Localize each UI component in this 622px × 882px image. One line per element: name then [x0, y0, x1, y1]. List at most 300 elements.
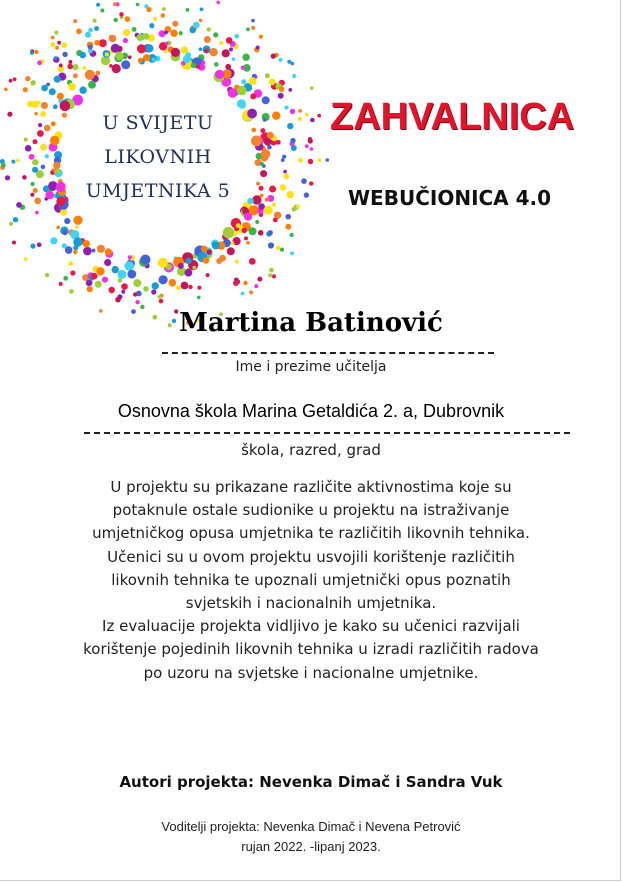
confetti-dot — [251, 19, 255, 23]
confetti-dot — [64, 218, 70, 224]
confetti-dot — [272, 112, 280, 120]
project-leaders: Voditelji projekta: Nevenka Dimač i Nevena Petrović — [161, 819, 461, 834]
confetti-dot — [204, 36, 211, 43]
confetti-dot — [100, 9, 104, 13]
confetti-dot — [128, 255, 132, 259]
confetti-dot — [200, 7, 204, 11]
confetti-dot — [228, 88, 238, 98]
confetti-dot — [284, 105, 288, 109]
confetti-dot — [94, 26, 99, 31]
confetti-dot — [159, 275, 168, 284]
confetti-dot — [298, 117, 302, 121]
confetti-dot — [40, 144, 47, 151]
confetti-dot — [57, 93, 64, 100]
confetti-dot — [30, 193, 34, 197]
confetti-dot — [54, 56, 58, 60]
confetti-dot — [76, 29, 82, 35]
confetti-dot — [54, 76, 61, 83]
confetti-dot — [69, 261, 74, 266]
confetti-dot — [62, 42, 68, 48]
project-period: rujan 2022. -lipanj 2023. — [241, 839, 381, 854]
confetti-dot — [24, 138, 28, 142]
confetti-dot — [310, 118, 315, 123]
confetti-dot — [88, 28, 93, 33]
confetti-dot — [268, 230, 273, 235]
confetti-dot — [268, 242, 274, 248]
confetti-dot — [136, 3, 140, 7]
confetti-dot — [192, 266, 196, 270]
confetti-dot — [170, 30, 177, 37]
confetti-dot — [305, 144, 309, 148]
confetti-dot — [235, 260, 239, 264]
confetti-dot — [117, 270, 126, 279]
confetti-dot — [68, 83, 76, 91]
project-logo-text — [60, 106, 256, 208]
confetti-dot — [260, 128, 265, 133]
confetti-dot — [204, 49, 209, 54]
body-paragraph-1: U projektu su prikazane različite aktivnostima koje su potaknule ostale sudionike u projektu na istraživanje umjetničkog opusa umjetnika te različitih likovnih tehnika. — [92, 478, 530, 543]
confetti-dot — [95, 71, 100, 76]
confetti-dot — [32, 159, 39, 166]
confetti-dot — [326, 158, 330, 162]
confetti-dot — [37, 243, 42, 248]
confetti-dot — [271, 54, 276, 59]
confetti-dot — [241, 66, 245, 70]
confetti-dot — [264, 138, 272, 146]
confetti-dot — [249, 77, 257, 85]
confetti-dot — [96, 267, 104, 275]
confetti-dot — [298, 158, 303, 163]
confetti-dot — [56, 226, 60, 230]
confetti-dot — [232, 57, 236, 61]
confetti-dot — [51, 121, 56, 126]
confetti-dot — [121, 290, 125, 294]
confetti-dot — [51, 36, 55, 40]
confetti-dot — [105, 248, 112, 255]
project-leaders-block — [0, 817, 622, 857]
confetti-dot — [49, 88, 56, 95]
confetti-dot — [260, 162, 264, 166]
confetti-dot — [290, 251, 294, 255]
teacher-caption: Ime i prezime učitelja — [235, 359, 387, 375]
confetti-dot — [280, 248, 284, 252]
confetti-dot — [55, 46, 59, 50]
confetti-dot — [290, 233, 294, 237]
confetti-dot — [45, 273, 49, 277]
confetti-dot — [34, 198, 41, 205]
confetti-dot — [152, 58, 156, 62]
confetti-dot — [226, 37, 233, 44]
confetti-dot — [62, 243, 67, 248]
confetti-dot — [102, 277, 108, 283]
confetti-dot — [94, 40, 99, 45]
confetti-dot — [62, 52, 67, 57]
confetti-dot — [13, 217, 18, 222]
confetti-dot — [223, 227, 234, 238]
confetti-dot — [243, 281, 247, 285]
confetti-dot — [50, 136, 60, 146]
confetti-dot — [231, 241, 235, 245]
confetti-dot — [92, 249, 96, 253]
certificate-subtitle: WEBUČIONICA 4.0 — [348, 186, 552, 210]
certificate-title: ZAHVALNICA — [330, 96, 575, 138]
confetti-dot — [159, 299, 164, 304]
confetti-dot — [145, 44, 153, 52]
confetti-dot — [279, 58, 283, 62]
confetti-dot — [88, 81, 96, 89]
confetti-dot — [73, 250, 77, 254]
confetti-dot — [267, 132, 274, 139]
confetti-dot — [158, 258, 168, 268]
confetti-dot — [1, 163, 6, 168]
confetti-dot — [269, 186, 276, 193]
confetti-dot — [30, 182, 34, 186]
confetti-dot — [249, 290, 253, 294]
confetti-dot — [7, 112, 12, 117]
confetti-dot — [95, 281, 102, 288]
confetti-dot — [133, 279, 141, 287]
confetti-dot — [176, 285, 181, 290]
confetti-dot — [16, 202, 22, 208]
confetti-dot — [161, 13, 165, 17]
confetti-dot — [264, 206, 273, 215]
confetti-dot — [213, 32, 218, 37]
confetti-dot — [151, 289, 156, 294]
confetti-dot — [50, 237, 57, 244]
confetti-dot — [153, 17, 157, 21]
confetti-dot — [33, 188, 38, 193]
confetti-dot — [317, 114, 321, 118]
confetti-dot — [191, 63, 196, 68]
confetti-dot — [260, 170, 267, 177]
confetti-dot — [227, 247, 235, 255]
confetti-dot — [140, 255, 150, 265]
confetti-dot — [237, 86, 247, 96]
confetti-dot — [83, 66, 87, 70]
confetti-dot — [85, 32, 91, 38]
teacher-name: Martina Batinović — [179, 308, 443, 338]
logo-line-2: LIKOVNIH — [104, 146, 212, 168]
confetti-dot — [73, 73, 78, 78]
confetti-dot — [169, 279, 177, 287]
confetti-dot — [246, 28, 250, 32]
confetti-dot — [16, 159, 20, 163]
confetti-dot — [83, 247, 92, 256]
confetti-dot — [234, 34, 239, 39]
confetti-dot — [272, 274, 276, 278]
confetti-dot — [265, 73, 270, 78]
confetti-dot — [229, 47, 233, 51]
confetti-dot — [305, 113, 309, 117]
confetti-dot — [70, 270, 75, 275]
confetti-dot — [181, 282, 189, 290]
confetti-dot — [199, 19, 203, 23]
confetti-dot — [87, 286, 93, 292]
confetti-dot — [246, 85, 252, 91]
confetti-dot — [67, 64, 73, 70]
confetti-dot — [242, 228, 248, 234]
confetti-dot — [185, 269, 193, 277]
confetti-dot — [214, 62, 219, 67]
confetti-dot — [215, 70, 224, 79]
confetti-dot — [59, 64, 63, 68]
confetti-dot — [254, 284, 258, 288]
confetti-dot — [171, 48, 180, 57]
confetti-dot — [115, 52, 123, 60]
confetti-dot — [62, 230, 67, 235]
confetti-dot — [9, 79, 13, 83]
confetti-dot — [54, 30, 58, 34]
confetti-dot — [30, 51, 34, 55]
confetti-dot — [111, 44, 120, 53]
confetti-dot — [104, 259, 111, 266]
confetti-dot — [75, 225, 79, 229]
confetti-dot — [123, 38, 128, 43]
confetti-dot — [259, 186, 264, 191]
confetti-dot — [63, 276, 68, 281]
confetti-dot — [164, 31, 168, 35]
confetti-dot — [165, 42, 169, 46]
confetti-dot — [246, 241, 250, 245]
confetti-dot — [162, 7, 166, 11]
confetti-dot — [203, 257, 210, 264]
confetti-dot — [27, 101, 34, 108]
confetti-dot — [73, 245, 78, 250]
confetti-dot — [45, 154, 49, 158]
confetti-dot — [283, 173, 289, 179]
confetti-dot — [138, 58, 143, 63]
confetti-dot — [201, 246, 208, 253]
confetti-dot — [256, 182, 260, 186]
confetti-dot — [290, 138, 295, 143]
confetti-dot — [216, 1, 220, 5]
confetti-dot — [263, 118, 267, 122]
confetti-dot — [287, 191, 294, 198]
confetti-dot — [304, 192, 309, 197]
confetti-dot — [37, 60, 42, 65]
confetti-dot — [172, 21, 178, 27]
confetti-dot — [241, 292, 245, 296]
confetti-dot — [121, 60, 130, 69]
confetti-dot — [268, 273, 272, 277]
confetti-dot — [186, 8, 190, 12]
confetti-dot — [135, 300, 139, 304]
confetti-dot — [283, 170, 287, 174]
confetti-dot — [250, 93, 256, 99]
confetti-dot — [202, 61, 206, 65]
confetti-dot — [222, 49, 230, 57]
confetti-dot — [99, 39, 107, 47]
confetti-dot — [159, 30, 166, 37]
confetti-dot — [279, 86, 285, 92]
confetti-dot — [88, 45, 93, 50]
confetti-dot — [114, 18, 118, 22]
confetti-dot — [73, 216, 82, 225]
confetti-dot — [143, 286, 149, 292]
confetti-dot — [69, 289, 74, 294]
confetti-dot — [278, 93, 284, 99]
confetti-dot — [132, 27, 137, 32]
certificate-body — [80, 476, 542, 685]
confetti-dot — [121, 283, 128, 290]
confetti-dot — [115, 297, 121, 303]
confetti-dot — [112, 64, 121, 73]
confetti-dot — [35, 211, 39, 215]
confetti-dot — [188, 285, 192, 289]
confetti-dot — [281, 158, 285, 162]
confetti-dot — [38, 123, 42, 127]
confetti-dot — [96, 3, 100, 7]
confetti-dot — [290, 109, 295, 114]
logo-line-1: U SVIJETU — [102, 112, 214, 134]
teacher-name-underline — [162, 352, 494, 354]
confetti-dot — [25, 76, 30, 81]
confetti-dot — [259, 35, 263, 39]
confetti-dot — [249, 227, 257, 235]
confetti-dot — [287, 123, 293, 129]
confetti-dot — [105, 52, 109, 56]
confetti-dot — [244, 213, 252, 221]
confetti-dot — [144, 4, 148, 8]
confetti-dot — [80, 52, 87, 59]
confetti-dot — [9, 222, 13, 226]
confetti-dot — [273, 218, 278, 223]
confetti-dot — [196, 65, 200, 69]
confetti-dot — [276, 246, 281, 251]
confetti-dot — [50, 42, 55, 47]
confetti-dot — [59, 282, 63, 286]
confetti-dot — [291, 62, 295, 66]
body-paragraph-2: Učenici su u ovom projektu usvojili korištenje različitih likovnih tehnika te upoznali umjetnički opus poznatih svjetskih i nacionalnih umjetnika. — [107, 547, 515, 613]
confetti-dot — [256, 46, 260, 50]
confetti-dot — [212, 241, 220, 249]
confetti-dot — [251, 26, 255, 30]
confetti-dot — [317, 158, 321, 162]
confetti-dot — [113, 2, 117, 6]
confetti-dot — [33, 139, 38, 144]
confetti-dot — [50, 171, 54, 175]
confetti-dot — [41, 85, 48, 92]
confetti-dot — [85, 70, 95, 80]
confetti-dot — [241, 79, 246, 84]
confetti-dot — [262, 96, 270, 104]
confetti-dot — [123, 29, 130, 36]
confetti-dot — [119, 12, 124, 17]
confetti-dot — [310, 86, 314, 90]
confetti-dot — [73, 19, 77, 23]
confetti-dot — [244, 236, 248, 240]
confetti-dot — [31, 80, 36, 85]
confetti-dot — [11, 160, 15, 164]
confetti-dot — [158, 295, 162, 299]
confetti-dot — [178, 263, 184, 269]
confetti-dot — [53, 104, 58, 109]
confetti-dot — [179, 31, 183, 35]
confetti-dot — [255, 220, 259, 224]
confetti-dot — [260, 194, 264, 198]
confetti-dot — [137, 44, 146, 53]
confetti-dot — [72, 64, 78, 70]
confetti-dot — [258, 230, 264, 236]
confetti-dot — [13, 77, 17, 81]
confetti-dot — [282, 155, 286, 159]
confetti-dot — [32, 167, 38, 173]
confetti-dot — [310, 147, 314, 151]
confetti-dot — [93, 19, 97, 23]
school-caption: škola, razred, grad — [241, 441, 381, 459]
confetti-dot — [127, 270, 136, 279]
confetti-dot — [97, 245, 105, 253]
confetti-dot — [219, 255, 226, 262]
confetti-dot — [207, 27, 211, 31]
confetti-dot — [44, 125, 51, 132]
confetti-dot — [133, 292, 137, 296]
confetti-dot — [291, 145, 297, 151]
confetti-dot — [193, 22, 200, 29]
confetti-dot — [292, 207, 297, 212]
confetti-dot — [30, 244, 35, 249]
confetti-dot — [199, 47, 203, 51]
logo-line-3: UMJETNIKA 5 — [85, 180, 231, 202]
confetti-dot — [242, 54, 249, 61]
school-underline — [84, 432, 570, 434]
confetti-dot — [197, 286, 201, 290]
confetti-dot — [24, 257, 28, 261]
confetti-dot — [209, 48, 217, 56]
confetti-dot — [137, 34, 144, 41]
confetti-dot — [109, 287, 115, 293]
school-info: Osnovna škola Marina Getaldića 2. a, Dubrovnik — [117, 401, 505, 421]
confetti-dot — [269, 79, 276, 86]
confetti-dot — [125, 261, 135, 271]
confetti-dot — [57, 41, 61, 45]
confetti-dot — [276, 140, 281, 145]
confetti-dot — [23, 87, 28, 92]
confetti-dot — [91, 273, 98, 280]
confetti-dot — [112, 266, 119, 273]
confetti-dot — [125, 16, 131, 22]
confetti-dot — [309, 181, 313, 185]
confetti-dot — [22, 175, 27, 180]
confetti-dot — [40, 111, 46, 117]
confetti-dot — [41, 165, 46, 170]
confetti-dot — [280, 184, 286, 190]
confetti-dot — [109, 35, 117, 43]
confetti-dot — [37, 130, 44, 137]
confetti-dot — [265, 198, 269, 202]
confetti-dot — [128, 55, 132, 59]
project-authors: Autori projekta: Nevenka Dimač i Sandra Vuk — [119, 773, 503, 791]
confetti-dot — [288, 88, 292, 92]
confetti-dot — [5, 175, 10, 180]
confetti-dot — [285, 224, 291, 230]
confetti-dot — [181, 46, 188, 53]
confetti-dot — [25, 145, 32, 152]
confetti-dot — [219, 41, 223, 45]
confetti-dot — [152, 282, 159, 289]
confetti-dot — [292, 74, 296, 78]
confetti-dot — [249, 258, 256, 265]
confetti-dot — [41, 102, 48, 109]
confetti-dot — [68, 60, 72, 64]
confetti-dot — [4, 88, 8, 92]
confetti-dot — [308, 137, 312, 141]
confetti-dot — [236, 223, 241, 228]
confetti-dot — [269, 268, 274, 273]
confetti-dot — [143, 33, 150, 40]
confetti-dot — [143, 54, 150, 61]
body-paragraph-3: Iz evaluacije projekta vidljivo je kako su učenici razvijali korištenje pojedinih likovnih tehnika u izradi različitih radova po uzoru na svjetske i nacionalne umjetnike. — [83, 617, 539, 682]
